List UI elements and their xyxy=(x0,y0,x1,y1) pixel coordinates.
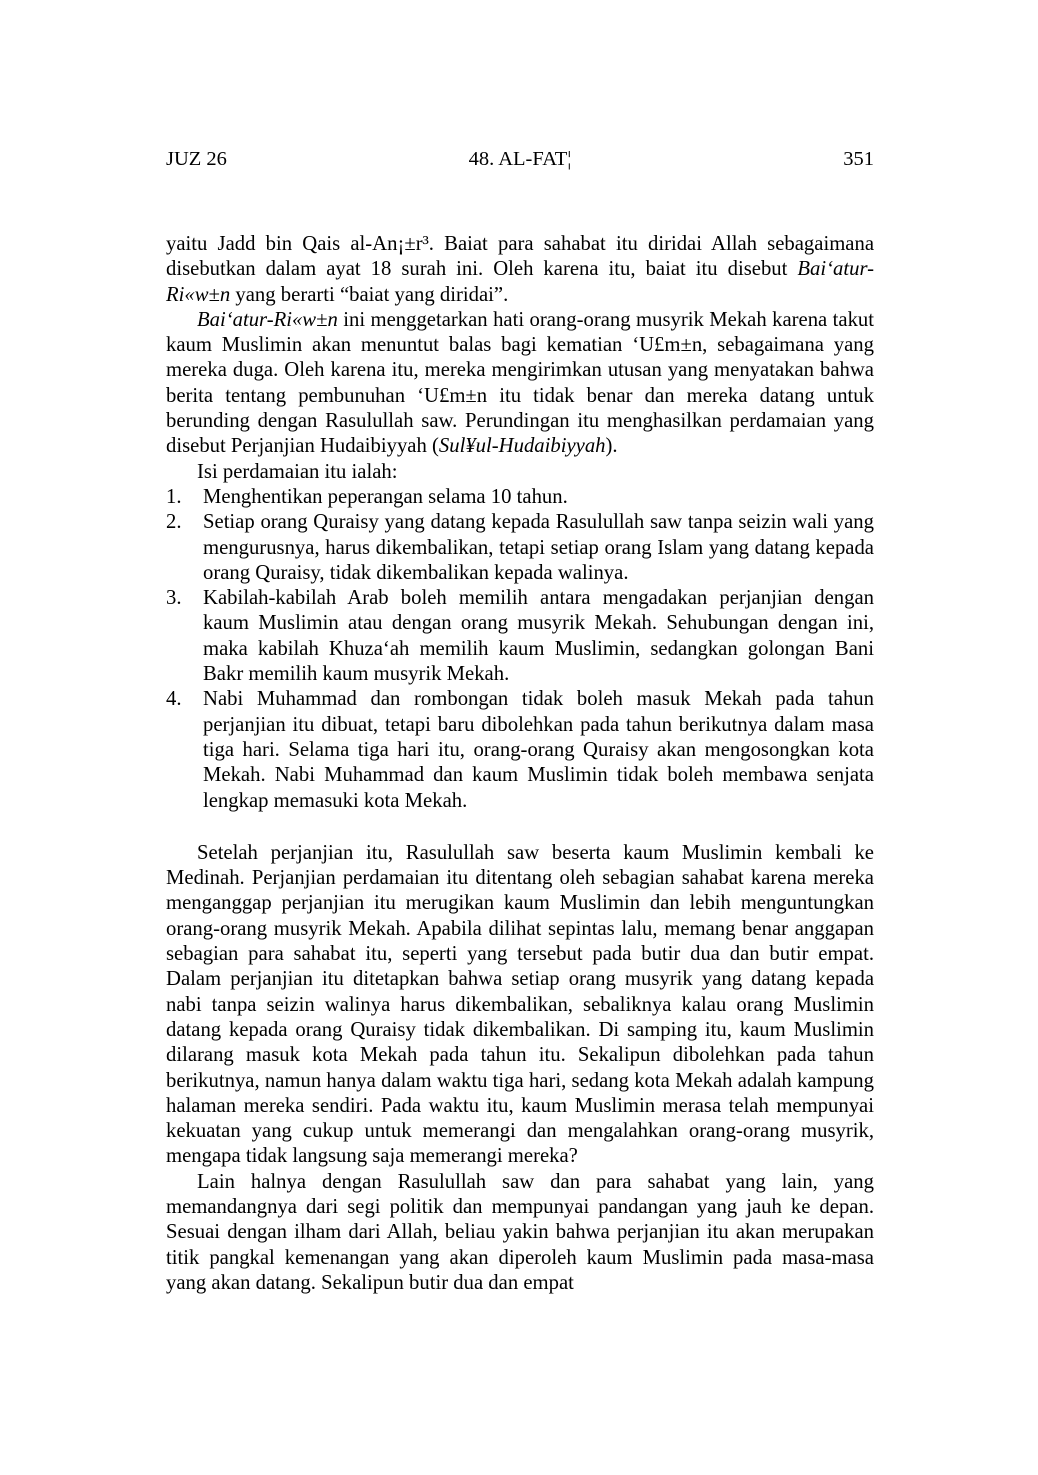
running-header xyxy=(166,144,874,174)
list-item xyxy=(166,510,874,586)
agreement-list xyxy=(166,485,874,814)
page-number: 351 xyxy=(843,148,874,170)
paragraph-1-text-a: yaitu Jadd bin Qais al-An¡±r³. Baiat para sahabat itu diridai Allah sebagaimana disebutkan dalam ayat 18 surah ini. Oleh karena itu, baiat itu disebut xyxy=(166,233,874,281)
paragraph-2 xyxy=(166,308,874,460)
paragraph-1-text-b: yang berarti “baiat yang diridai”. xyxy=(230,283,509,306)
paragraph-1 xyxy=(166,232,874,308)
paragraph-2-text-a: ini menggetarkan hati orang-orang musyrik Mekah karena takut kaum Muslimin akan menuntut balas bagi kematian ‘U£m±n, sebagaimana yang mereka duga. Oleh karena itu, mereka mengirimkan utusan yang menyatakan bahwa berita tentang pembunuhan ‘U£m±n itu tidak benar dan mereka datang untuk berunding dengan Rasulullah saw. Perundingan itu menghasilkan perdamaian yang disebut Perjanjian Hudaibiyyah ( xyxy=(166,308,874,458)
surah-title: 48. AL-FAT¦ xyxy=(468,148,572,170)
paragraph-4: Setelah perjanjian itu, Rasulullah saw beserta kaum Muslimin kembali ke Medinah. Perjanjian perdamaian itu ditentang oleh sebagian sahabat karena mereka menganggap perjanjian itu merugikan kaum Muslimin dan lebih menguntungkan orang-orang musyrik Mekah. Apabila dilihat sepintas lalu, memang benar anggapan sebagian para sahabat itu, seperti yang tersebut pada butir dua dan butir empat. Dalam perjanjian itu ditetapkan bahwa setiap orang musyrik yang datang kepada nabi tanpa seizin walinya harus dikembalikan, sebaliknya kalau orang Muslimin datang kepada orang Quraisy tidak dikembalikan. Di samping itu, kaum Muslimin dilarang masuk kota Mekah pada tahun itu. Sekalipun dibolehkan pada tahun berikutnya, namun hanya dalam waktu tiga hari, sedang kota Mekah adalah kampung halaman mereka sendiri. Pada waktu itu, kaum Muslimin merasa telah mempunyai kekuatan yang cukup untuk memerangi dan mengalahkan orang-orang musyrik, mengapa tidak langsung saja memerangi mereka? xyxy=(166,841,874,1168)
section-gap xyxy=(166,814,874,841)
list-number: 1. xyxy=(166,485,182,508)
list-number: 4. xyxy=(166,688,182,711)
list-text: Setiap orang Quraisy yang datang kepada Rasulullah saw tanpa seizin wali yang mengurusnya, harus dikembalikan, tetapi setiap orang Islam yang datang kepada orang Quraisy, tidak dikembalikan kepada walinya. xyxy=(203,511,874,584)
list-text: Kabilah-kabilah Arab boleh memilih antara mengadakan perjanjian dengan kaum Muslimin atau dengan orang musyrik Mekah. Sehubungan dengan ini, maka kabilah Khuza‘ah memilih kaum Muslimin, sedangkan golongan Bani Bakr memilih kaum musyrik Mekah. xyxy=(203,587,874,686)
term-sulhul-hudaibiyyah: Sul¥ul-Hudaibiyyah xyxy=(438,435,606,458)
juz-label: JUZ 26 xyxy=(166,148,227,170)
term-baiatur-ridwan-2: Bai‘atur-Ri«w±n xyxy=(197,308,338,331)
list-item xyxy=(166,586,874,687)
list-text: Menghentikan peperangan selama 10 tahun. xyxy=(203,485,568,508)
paragraph-3: Isi perdamaian itu ialah: xyxy=(197,460,398,483)
term-baiatur-ridwan: Bai‘atur-Ri«w±n xyxy=(166,258,874,306)
body-text xyxy=(166,232,874,1296)
list-number: 2. xyxy=(166,511,182,534)
paragraph-5: Lain halnya dengan Rasulullah saw dan para sahabat yang lain, yang memandangnya dari segi politik dan mempunyai pandangan yang jauh ke depan. Sesuai dengan ilham dari Allah, beliau yakin bahwa perjanjian itu akan merupakan titik pangkal kemenangan yang akan diperoleh kaum Muslimin pada masa-masa yang akan datang. Sekalipun butir dua dan empat xyxy=(166,1170,874,1294)
list-item xyxy=(166,485,874,510)
list-number: 3. xyxy=(166,587,182,610)
list-text: Nabi Muhammad dan rombongan tidak boleh masuk Mekah pada tahun perjanjian itu dibuat, tetapi baru dibolehkan pada tahun berikutnya dalam masa tiga hari. Selama tiga hari itu, orang-orang Quraisy akan mengosongkan kota Mekah. Nabi Muhammad dan kaum Muslimin tidak boleh membawa senjata lengkap memasuki kota Mekah. xyxy=(203,688,874,812)
list-item xyxy=(166,687,874,813)
paragraph-2-text-b: ). xyxy=(605,435,618,458)
